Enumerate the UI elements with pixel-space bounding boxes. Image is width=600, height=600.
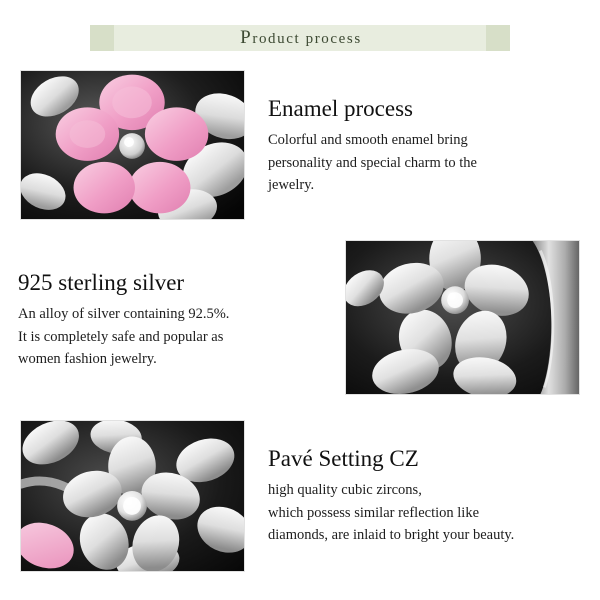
pave-setting-photo — [20, 420, 245, 572]
page-title — [238, 27, 362, 49]
page-header — [0, 24, 600, 52]
silver-text-block — [18, 270, 318, 371]
pave-body-line-1: high quality cubic zircons, — [268, 482, 422, 499]
page-title-initial: P — [240, 27, 253, 48]
enamel-heading: Enamel process — [268, 96, 413, 121]
enamel-flower-art — [21, 71, 244, 219]
enamel-body-line-2: personality and special charm to the — [268, 154, 477, 171]
silver-body-line-2: It is completely safe and popular as — [18, 328, 224, 345]
enamel-body-line-1: Colorful and smooth enamel bring — [268, 132, 468, 149]
enamel-body — [268, 129, 578, 196]
pave-body-line-2: which possess similar reflection like — [268, 504, 480, 521]
sterling-silver-photo — [345, 240, 580, 395]
enamel-body-line-3: jewelry. — [268, 177, 315, 194]
silver-heading: 925 sterling silver — [18, 270, 185, 295]
page-title-rest: roduct process — [252, 31, 362, 47]
header-banner — [90, 25, 510, 51]
silver-body-line-3: women fashion jewelry. — [18, 351, 157, 368]
silver-flower-art — [346, 241, 579, 394]
silver-body-line-1: An alloy of silver containing 92.5%. — [18, 306, 230, 323]
pave-flower-art — [21, 421, 244, 571]
pave-text-block — [268, 446, 588, 547]
pave-body-line-3: diamonds, are inlaid to bright your beauty. — [268, 527, 515, 544]
enamel-text-block — [268, 96, 578, 197]
silver-body — [18, 303, 318, 370]
enamel-flower-photo — [20, 70, 245, 220]
pave-heading: Pavé Setting CZ — [268, 446, 419, 471]
pave-body — [268, 479, 588, 546]
